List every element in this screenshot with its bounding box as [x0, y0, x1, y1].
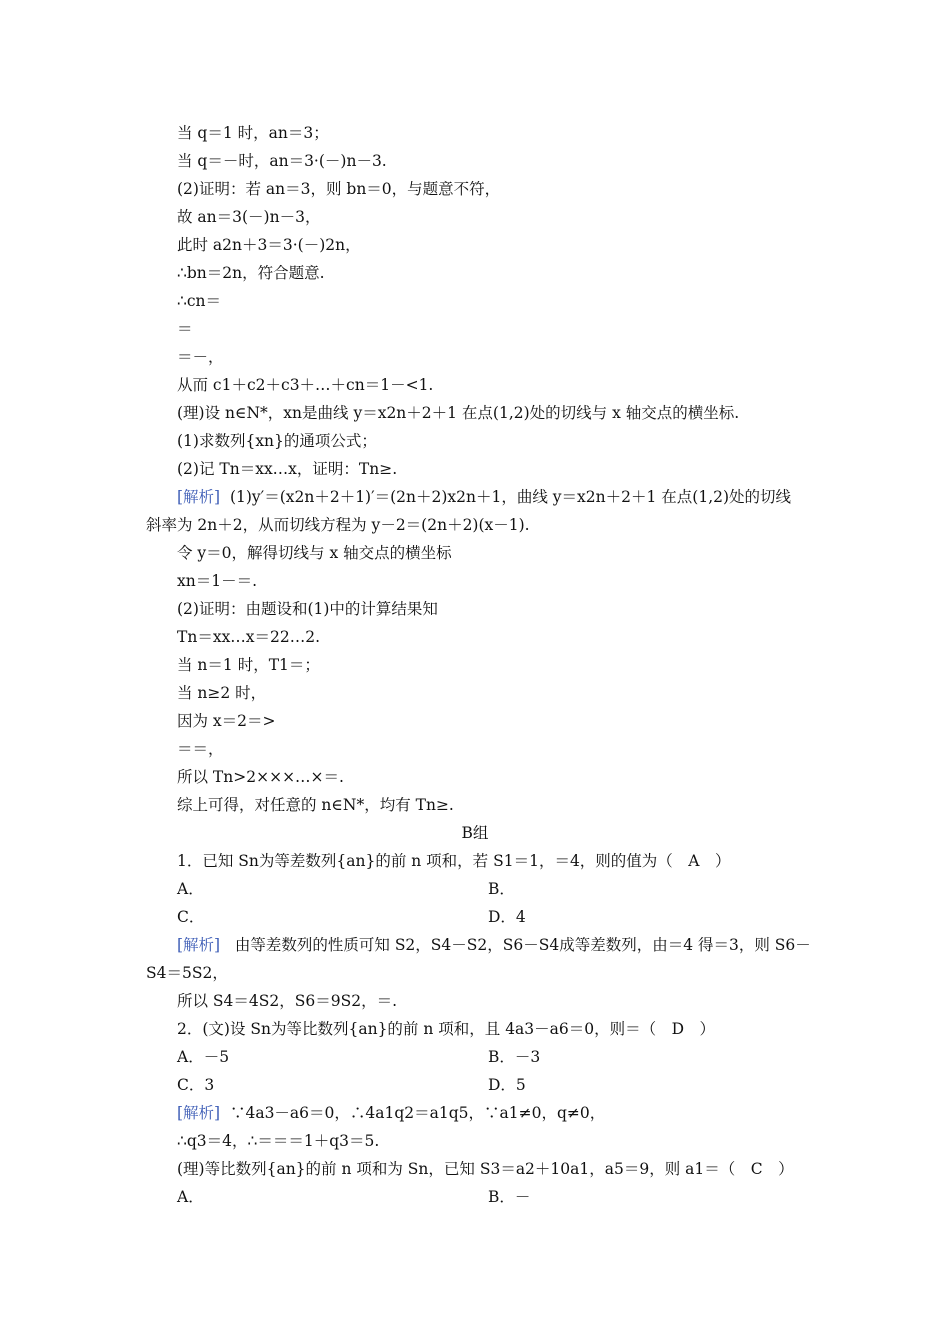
option-b: B．－: [488, 1188, 531, 1206]
option-c: C．3: [177, 1076, 215, 1094]
analysis-line: [177, 1102, 605, 1124]
question-1: 1．已知 Sn为等差数列{an}的前 n 项和，若 S1＝1，＝4，则的值为（ A ）: [177, 852, 731, 870]
question-2: 2．(文)设 Sn为等比数列{an}的前 n 项和，且 4a3－a6＝0，则＝（ D ）: [177, 1020, 716, 1038]
text-line: (2)证明：由题设和(1)中的计算结果知: [177, 600, 438, 618]
option-a: A．: [177, 880, 204, 898]
analysis-line: [177, 934, 811, 956]
text-line: Tn＝xx…x＝22…2.: [177, 628, 321, 646]
text-line: 所以 S4＝4S2，S6＝9S2，＝.: [177, 992, 397, 1010]
text-line: (1)求数列{xn}的通项公式；: [177, 432, 377, 450]
text-line: 故 an＝3(－)n－3，: [177, 208, 321, 226]
text-line: ∵4a3－a6＝0，∴4a1q2＝a1q5，∵a1≠0，q≠0，: [229, 1104, 606, 1122]
option-a: A．－5: [177, 1048, 230, 1066]
text-line: 所以 Tn>2×××…×＝.: [177, 768, 344, 786]
analysis-tag: [解析]: [177, 488, 221, 506]
text-line: ＝: [177, 320, 193, 338]
analysis-line: [177, 486, 791, 508]
text-line: ∴bn＝2n，符合题意.: [177, 264, 325, 282]
text-line: (2)记 Tn＝xx…x，证明：Tn≥.: [177, 460, 398, 478]
analysis-tag: [解析]: [177, 1104, 221, 1122]
question-3: (理)等比数列{an}的前 n 项和为 Sn，已知 S3＝a2＋10a1，a5＝9，则 a1＝（ C ）: [177, 1160, 794, 1178]
option-d: D．4: [488, 908, 526, 926]
text-line: ＝－，: [177, 348, 224, 366]
text-line: 综上可得，对任意的 n∈N*，均有 Tn≥.: [177, 796, 454, 814]
option-b: B．: [488, 880, 515, 898]
option-b: B．－3: [488, 1048, 541, 1066]
text-line: (1)y′＝(x2n＋2＋1)′＝(2n＋2)x2n＋1，曲线 y＝x2n＋2＋1 在点(1,2)处的切线: [229, 488, 792, 506]
text-line: 从而 c1＋c2＋c3＋…＋cn＝1－<1.: [177, 376, 434, 394]
text-line: ∴q3＝4，∴＝＝＝1＋q3＝5.: [177, 1132, 380, 1150]
text-line: S4＝5S2，: [146, 964, 228, 982]
text-line: 斜率为 2n＋2，从而切线方程为 y－2＝(2n＋2)(x－1).: [146, 516, 530, 534]
text-line: 当 n＝1 时，T1＝；: [177, 656, 320, 674]
option-c: C．: [177, 908, 205, 926]
option-d: D．5: [488, 1076, 526, 1094]
text-line: 当 n≥2 时，: [177, 684, 267, 702]
text-line: 当 q＝1 时，an＝3；: [177, 124, 329, 142]
text-line: 此时 a2n＋3＝3·(－)2n，: [177, 236, 361, 254]
section-heading: B组: [461, 824, 489, 842]
text-line: 当 q＝－时，an＝3·(－)n－3.: [177, 152, 387, 170]
text-line: 令 y＝0，解得切线与 x 轴交点的横坐标: [177, 544, 452, 562]
text-line: ∴cn＝: [177, 292, 222, 310]
analysis-tag: [解析]: [177, 936, 221, 954]
text-line: xn＝1－＝.: [177, 572, 258, 590]
option-a: A．: [177, 1188, 204, 1206]
text-line: 由等差数列的性质可知 S2，S4－S2，S6－S4成等差数列，由＝4 得＝3，则 S6－: [234, 936, 811, 954]
text-line: 因为 x＝2＝>: [177, 712, 276, 730]
text-line: (2)证明：若 an＝3，则 bn＝0，与题意不符，: [177, 180, 501, 198]
text-line: ＝＝，: [177, 740, 224, 758]
text-line: (理)设 n∈N*，xn是曲线 y＝x2n＋2＋1 在点(1,2)处的切线与 x 轴交点的横坐标.: [177, 404, 740, 422]
